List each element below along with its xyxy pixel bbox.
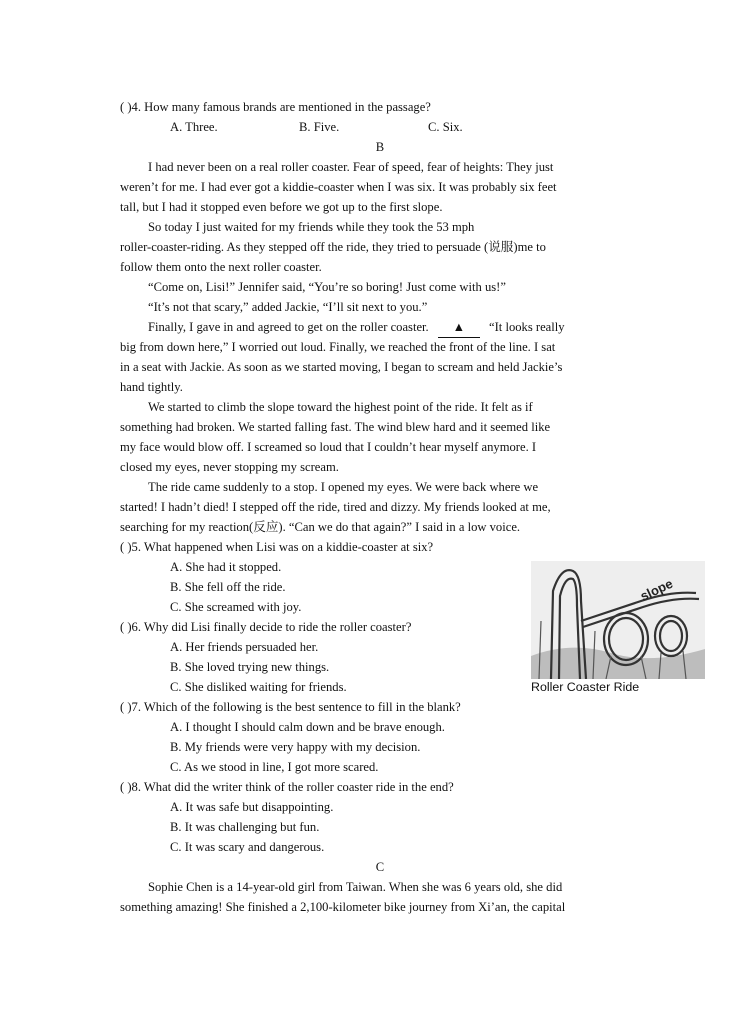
passage-b-line: “It’s not that scary,” added Jackie, “I’ll sit next to you.” (148, 300, 428, 314)
question-4-option-b[interactable]: B. Five. (299, 120, 340, 134)
question-7-option-a[interactable]: A. I thought I should calm down and be brave enough. (170, 720, 445, 734)
question-5-option-a[interactable]: A. She had it stopped. (170, 560, 282, 574)
question-5-option-b[interactable]: B. She fell off the ride. (170, 580, 286, 594)
passage-b-line: The ride came suddenly to a stop. I opened my eyes. We were back where we (148, 480, 539, 494)
roller-coaster-illustration (531, 561, 705, 679)
passage-b-line: my face would blow off. I screamed so loud that I couldn’t hear myself anymore. I (120, 440, 537, 454)
question-8-option-b[interactable]: B. It was challenging but fun. (170, 820, 320, 834)
passage-b-line: We started to climb the slope toward the highest point of the ride. It felt as if (148, 400, 533, 414)
figure-caption: Roller Coaster Ride (531, 680, 640, 694)
slope-label: slope (637, 575, 676, 604)
passage-b-line-with-blank (148, 317, 565, 337)
question-6-stem: ( )6. Why did Lisi finally decide to ride the roller coaster? (120, 620, 412, 634)
question-4-options (170, 117, 463, 137)
passage-c-line: something amazing! She finished a 2,100-kilometer bike journey from Xi’an, the capital (120, 900, 566, 914)
question-8-option-c[interactable]: C. It was scary and dangerous. (170, 840, 325, 854)
section-c-heading: C (375, 860, 385, 874)
question-6-option-c[interactable]: C. She disliked waiting for friends. (170, 680, 347, 694)
question-7-option-b[interactable]: B. My friends were very happy with my decision. (170, 740, 421, 754)
passage-b-line: something had broken. We started falling fast. The wind blew hard and it seemed like (120, 420, 551, 434)
blank-marker-triangle-icon: ▲ (438, 317, 480, 338)
roller-coaster-image (531, 561, 705, 679)
passage-b-line: weren’t for me. I had ever got a kiddie-coaster when I was six. It was probably six feet (120, 180, 557, 194)
question-4-option-c[interactable]: C. Six. (428, 120, 463, 134)
passage-b-line: hand tightly. (120, 380, 183, 394)
passage-b-text: Finally, I gave in and agreed to get on the roller coaster. (148, 320, 429, 334)
passage-b-line: in a seat with Jackie. As soon as we started moving, I began to scream and held Jackie’s (120, 360, 563, 374)
passage-c-line: Sophie Chen is a 14-year-old girl from Taiwan. When she was 6 years old, she did (148, 880, 563, 894)
passage-b-line: “Come on, Lisi!” Jennifer said, “You’re so boring! Just come with us!” (148, 280, 506, 294)
passage-b-line: big from down here,” I worried out loud. Finally, we reached the front of the line. I sat (120, 340, 556, 354)
passage-b-line: roller-coaster-riding. As they stepped off the ride, they tried to persuade (说服)me to (120, 240, 546, 254)
question-7-stem: ( )7. Which of the following is the best sentence to fill in the blank? (120, 700, 461, 714)
question-5-stem: ( )5. What happened when Lisi was on a kiddie-coaster at six? (120, 540, 434, 554)
question-4-stem: ( )4. How many famous brands are mentioned in the passage? (120, 100, 431, 114)
passage-b-line: follow them onto the next roller coaster. (120, 260, 322, 274)
question-6-option-a[interactable]: A. Her friends persuaded her. (170, 640, 319, 654)
question-5-option-c[interactable]: C. She screamed with joy. (170, 600, 302, 614)
passage-b-line: I had never been on a real roller coaster. Fear of speed, fear of heights: They just (148, 160, 554, 174)
passage-b-text: “It looks really (489, 320, 565, 334)
passage-b-line: So today I just waited for my friends while they took the 53 mph (148, 220, 475, 234)
question-8-stem: ( )8. What did the writer think of the roller coaster ride in the end? (120, 780, 454, 794)
passage-b-line: tall, but I had it stopped even before we got up to the first slope. (120, 200, 443, 214)
passage-b-line: closed my eyes, never stopping my scream. (120, 460, 339, 474)
passage-b-line: started! I hadn’t died! I stepped off the ride, tired and dizzy. My friends looked at me, (120, 500, 551, 514)
question-6-option-b[interactable]: B. She loved trying new things. (170, 660, 330, 674)
question-8-option-a[interactable]: A. It was safe but disappointing. (170, 800, 334, 814)
passage-b-line: searching for my reaction(反应). “Can we do that again?” I said in a low voice. (120, 520, 521, 534)
question-4-option-a[interactable]: A. Three. (170, 120, 218, 134)
section-b-heading: B (375, 140, 385, 154)
question-7-option-c[interactable]: C. As we stood in line, I got more scared. (170, 760, 379, 774)
